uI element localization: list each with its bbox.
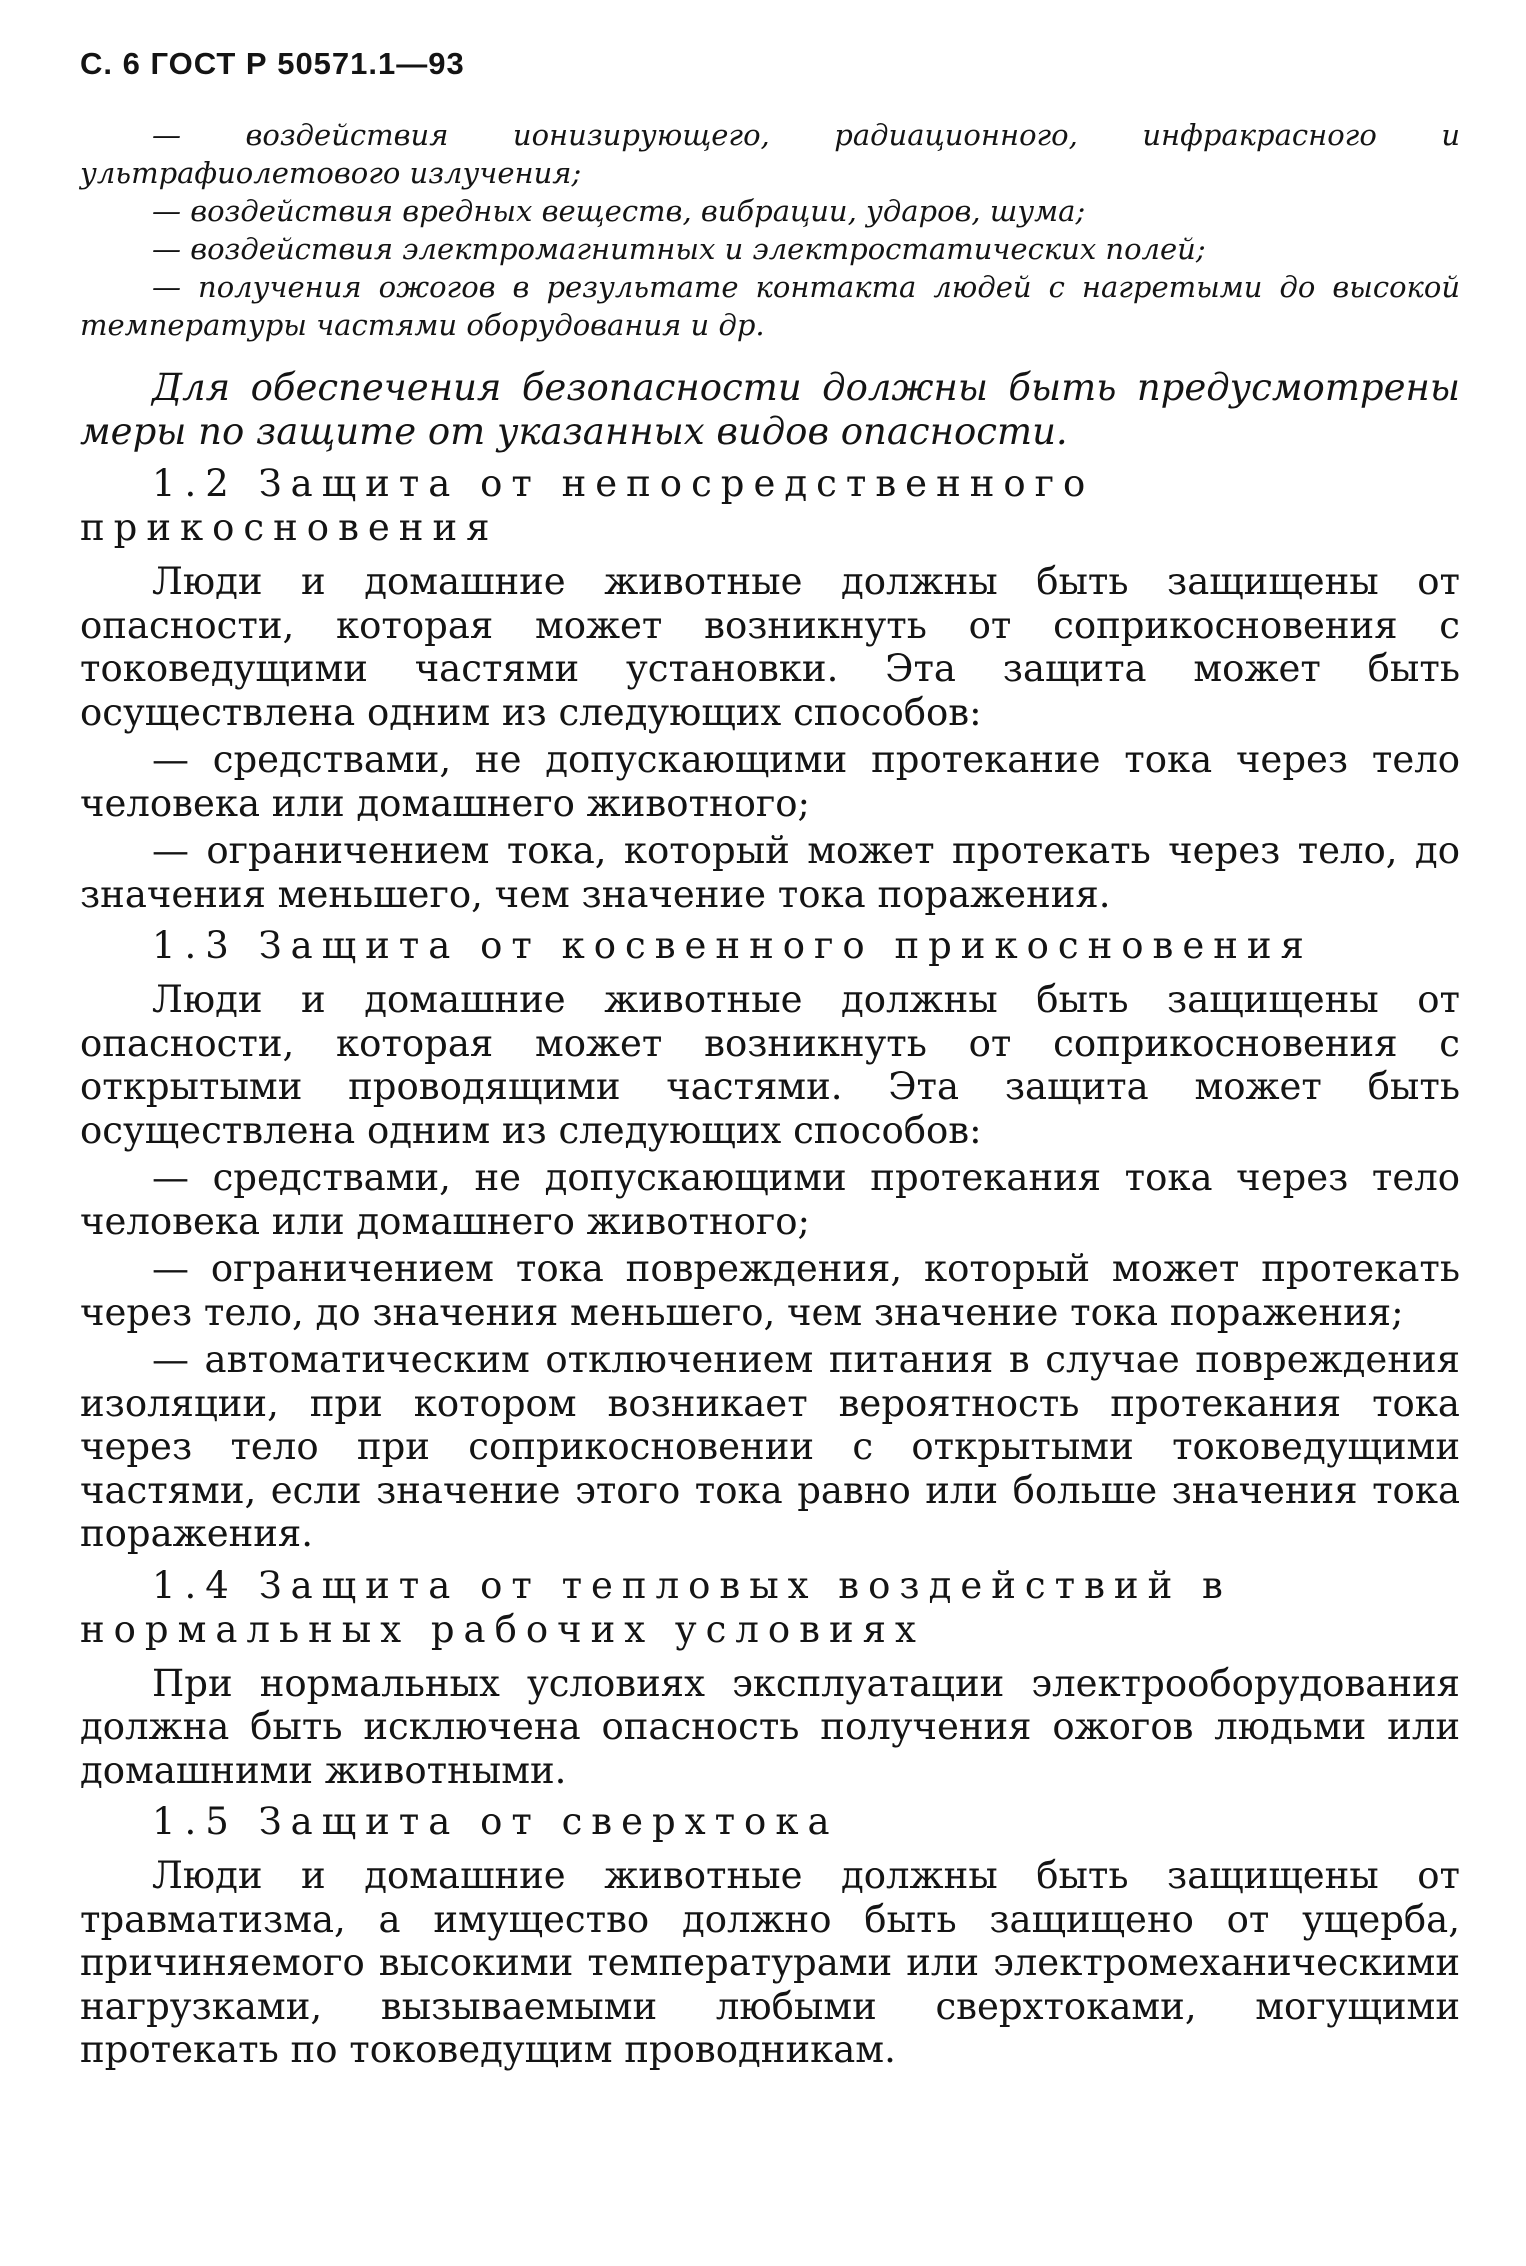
section-1-2	[80, 462, 1460, 916]
section-heading: 1.3 Защита от косвенного прикосновения	[152, 924, 1313, 967]
body-paragraph: — средствами, не допускающими протекания тока через тело человека или домашнего животного;	[80, 1156, 1460, 1243]
section-1-4	[80, 1564, 1460, 1793]
hazard-list	[80, 116, 1460, 344]
hazard-list-item: — воздействия электромагнитных и электростатических полей;	[152, 232, 1206, 266]
body-paragraph: — автоматическим отключением питания в случае повреждения изоляции, при котором возникает вероятность протекания тока через тело при соприкосновении с открытыми токоведущими частями, если значение этого тока равно или больше значения тока поражения.	[80, 1338, 1460, 1555]
body-paragraph: Люди и домашние животные должны быть защищены от опасности, которая может возникнуть от соприкосновения с открытыми проводящими частями. Эта защита может быть осуществлена одним из следующих способов:	[80, 978, 1460, 1152]
section-heading: 1.4 Защита от тепловых воздействий в нормальных рабочих условиях	[80, 1563, 1232, 1651]
body-paragraph: — средствами, не допускающими протекание тока через тело человека или домашнего животного;	[80, 738, 1460, 825]
section-1-5	[80, 1800, 1460, 2072]
lead-paragraph: Для обеспечения безопасности должны быть предусмотрены меры по защите от указанных видов опасности.	[80, 366, 1460, 453]
hazard-list-item: — получения ожогов в результате контакта людей с нагретыми до высокой температуры частями оборудования и др.	[80, 270, 1460, 342]
section-1-3	[80, 924, 1460, 1556]
body-paragraph: — ограничением тока, который может протекать через тело, до значения меньшего, чем значение тока поражения.	[80, 829, 1460, 916]
hazard-list-item: — воздействия ионизирующего, радиационного, инфракрасного и ультрафиолетового излучения;	[80, 118, 1460, 190]
body-paragraph: Люди и домашние животные должны быть защищены от опасности, которая может возникнуть от соприкосновения с токоведущими частями установки. Эта защита может быть осуществлена одним из следующих способов:	[80, 560, 1460, 734]
hazard-list-item: — воздействия вредных веществ, вибрации, ударов, шума;	[152, 194, 1086, 228]
running-header: С. 6 ГОСТ Р 50571.1—93	[80, 46, 465, 81]
body-paragraph: При нормальных условиях эксплуатации электрооборудования должна быть исключена опасность получения ожогов людьми или домашними животными.	[80, 1661, 1460, 1792]
document-page	[80, 46, 1460, 2076]
body-paragraph: Люди и домашние животные должны быть защищены от травматизма, а имущество должно быть защищено от ущерба, причиняемого высокими температурами или электромеханическими нагрузками, вызываемыми любыми сверхтоками, могущими протекать по токоведущим проводникам.	[80, 1854, 1460, 2071]
section-heading: 1.5 Защита от сверхтока	[152, 1800, 839, 1843]
body-paragraph: — ограничением тока повреждения, который может протекать через тело, до значения меньшего, чем значение тока поражения;	[80, 1247, 1460, 1334]
section-heading: 1.2 Защита от непосредственного прикосновения	[80, 462, 1095, 549]
